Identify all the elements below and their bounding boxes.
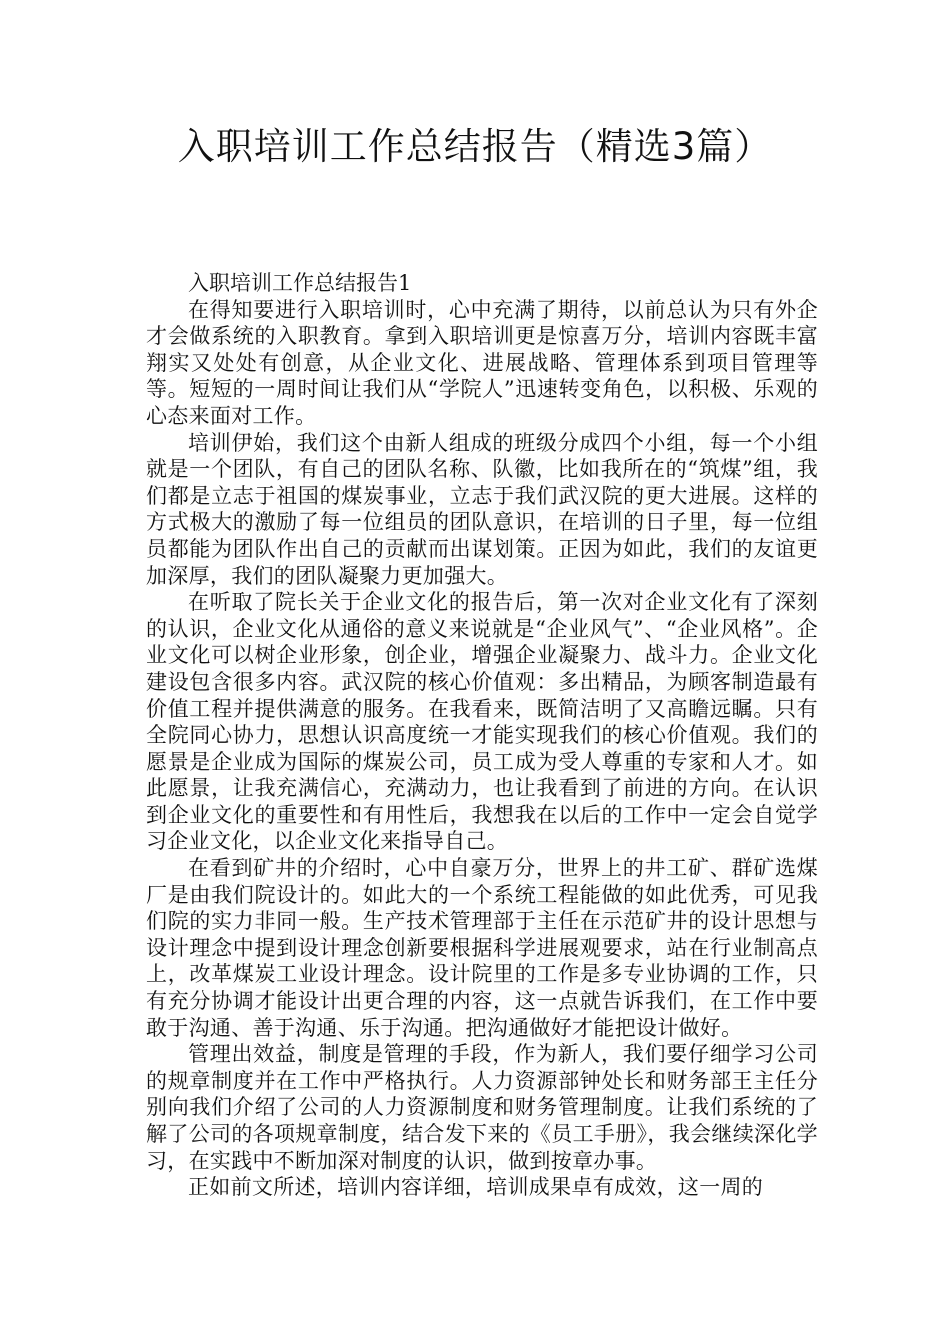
document-title: 入职培训工作总结报告（精选3篇） — [177, 125, 773, 168]
paragraph-5: 管理出效益，制度是管理的手段，作为新人，我们要仔细学习公司的规章制度并在工作中严格执行。人力资源部钟处长和财务部王主任分别向我们介绍了公司的人力资源制度和财务管理制度。让我们系统的了解了公司的各项规章制度，结合发下来的《员工手册》，我会继续深化学习，在实践中不断加深对制度的认识，做到按章办事。 — [146, 1042, 818, 1173]
paragraph-1: 在得知要进行入职培训时，心中充满了期待，以前总认为只有外企才会做系统的入职教育。拿到入职培训更是惊喜万分，培训内容既丰富翔实又处处有创意，从企业文化、进展战略、管理体系到项目管理等等。短短的一周时间让我们从“学院人”迅速转变角色，以积极、乐观的心态来面对工作。 — [146, 297, 818, 428]
paragraph-3: 在听取了院长关于企业文化的报告后，第一次对企业文化有了深刻的认识，企业文化从通俗的意义来说就是“企业风气”、“企业风格”。企业文化可以树企业形象，创企业，增强企业凝聚力、战斗力。企业文化建设包含很多内容。武汉院的核心价值观：多出精品，为顾客制造最有价值工程并提供满意的服务。在我看来，既简洁明了又高瞻远瞩。只有全院同心协力，思想认识高度统一才能实现我们的核心价值观。我们的愿景是企业成为国际的煤炭公司，员工成为受人尊重的专家和人才。如此愿景，让我充满信心，充满动力，也让我看到了前进的方向。在认识到企业文化的重要性和有用性后，我想我在以后的工作中一定会自觉学习企业文化，以企业文化来指导自己。 — [146, 590, 818, 854]
paragraph-6: 正如前文所述，培训内容详细，培训成果卓有成效，这一周的 — [188, 1175, 764, 1200]
document-body — [146, 270, 818, 1201]
paragraph-4: 在看到矿井的介绍时，心中自豪万分，世界上的井工矿、群矿选煤厂是由我们院设计的。如此大的一个系统工程能做的如此优秀，可见我们院的实力非同一般。生产技术管理部于主任在示范矿井的设计思想与设计理念中提到设计理念创新要根据科学进展观要求，站在行业制高点上，改革煤炭工业设计理念。设计院里的工作是多专业协调的工作，只有充分协调才能设计出更合理的内容，这一点就告诉我们，在工作中要敢于沟通、善于沟通、乐于沟通。把沟通做好才能把设计做好。 — [146, 856, 818, 1040]
paragraph-2: 培训伊始，我们这个由新人组成的班级分成四个小组，每一个小组就是一个团队，有自己的团队名称、队徽，比如我所在的“筑煤”组，我们都是立志于祖国的煤炭事业，立志于我们武汉院的更大进展。这样的方式极大的激励了每一位组员的团队意识，在培训的日子里，每一位组员都能为团队作出自己的贡献而出谋划策。正因为如此，我们的友谊更加深厚，我们的团队凝聚力更加强大。 — [146, 430, 818, 588]
section-heading: 入职培训工作总结报告1 — [188, 271, 412, 295]
